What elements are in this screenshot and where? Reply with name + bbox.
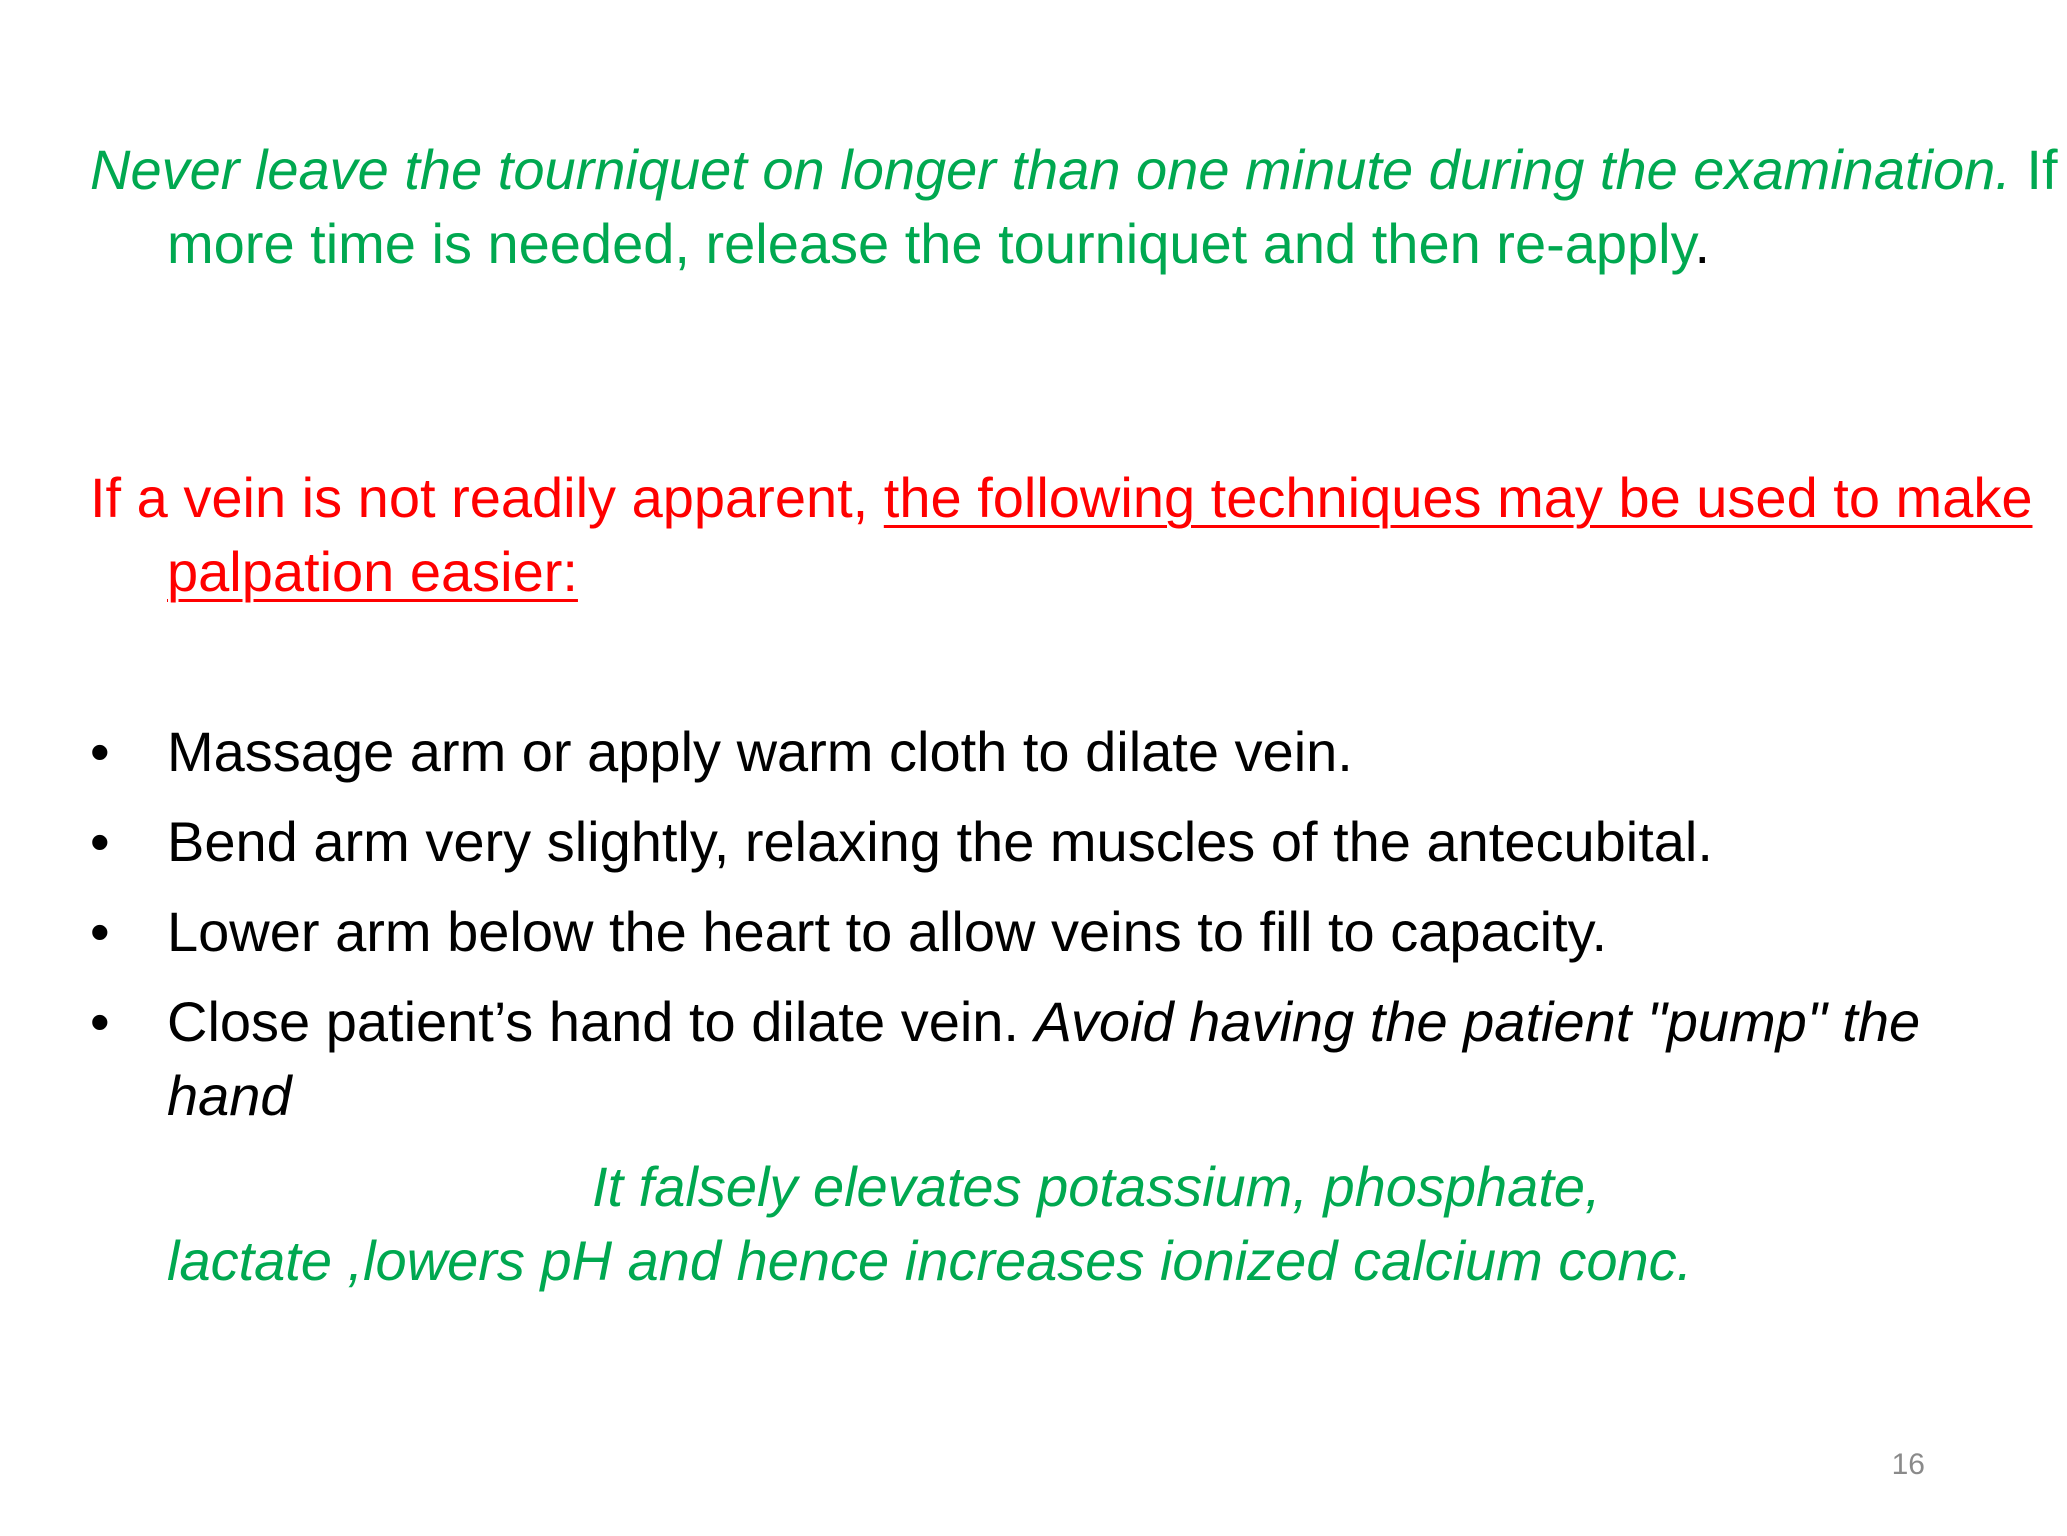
techniques-list: [90, 715, 1990, 1149]
list-item: [90, 985, 1990, 1133]
bullet-icon: •: [90, 900, 110, 963]
list-item: [90, 715, 1990, 789]
potassium-note-line2: lactate ,lowers pH and hence increases ionized calcium conc.: [167, 1229, 1693, 1292]
list-item: [90, 805, 1990, 879]
vein-techniques-intro: [90, 461, 2067, 609]
tourniquet-warning: [90, 133, 2067, 281]
tourniquet-warning-italic: Never leave the tourniquet on longer than one minute during the examination.: [90, 138, 2011, 201]
vein-techniques-underlined: the following techniques may be used to make palpation easier:: [167, 466, 2033, 603]
list-item-italic-text: Avoid having the patient "pump" the hand: [167, 990, 1921, 1127]
bullet-icon: •: [90, 990, 110, 1053]
list-item: [90, 895, 1990, 969]
list-item-text: Bend arm very slightly, relaxing the muscles of the antecubital.: [167, 810, 1713, 873]
tourniquet-warning-text: If more time is needed, release the tourniquet and then re-apply: [167, 138, 2058, 275]
potassium-note-line1: It falsely elevates potassium, phosphate,: [592, 1155, 1601, 1218]
bullet-icon: •: [90, 810, 110, 873]
page-number: 16: [1891, 1448, 1925, 1481]
tourniquet-warning-period: .: [1694, 212, 1711, 275]
potassium-note: [167, 1150, 1967, 1298]
bullet-icon: •: [90, 720, 110, 783]
list-item-text: Lower arm below the heart to allow veins to fill to capacity.: [167, 900, 1608, 963]
vein-techniques-lead: If a vein is not readily apparent,: [90, 466, 884, 529]
list-item-text: Close patient’s hand to dilate vein.: [167, 990, 1035, 1053]
list-item-text: Massage arm or apply warm cloth to dilate vein.: [167, 720, 1353, 783]
